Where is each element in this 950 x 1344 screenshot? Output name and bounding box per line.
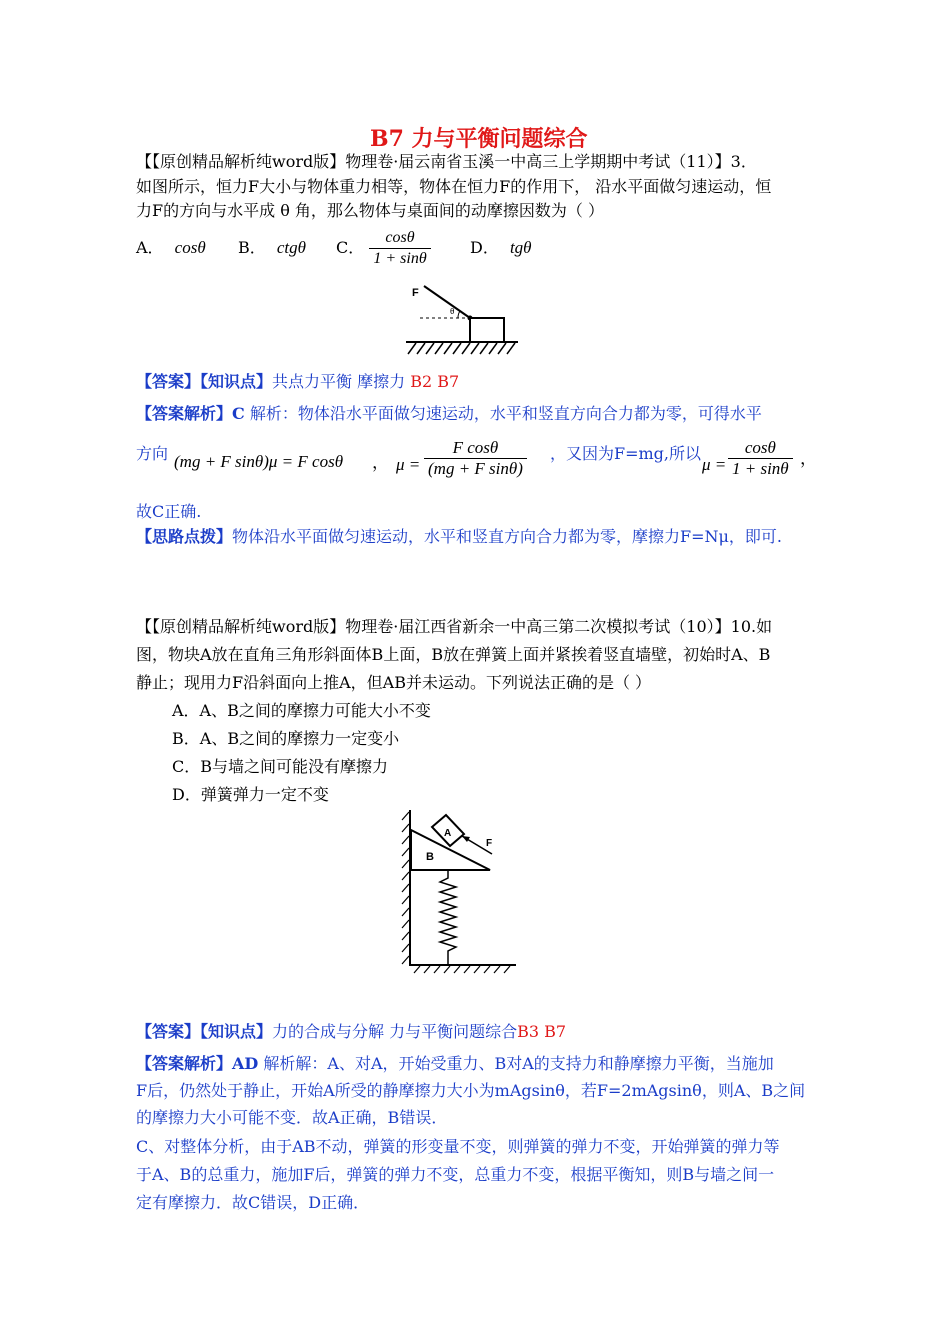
q2-analysis-line5: 于A、B的总重力，施加F后，弹簧的弹力不变，总重力不变，根据平衡知，则B与墙之间一 xyxy=(136,1165,775,1184)
q2-analysis-line6: 定有摩擦力．故C错误，D正确． xyxy=(136,1193,370,1212)
q2-analysis-text-1: 解析解：A、对A，开始受重力、B对A的支持力和静摩擦力平衡，当施加 xyxy=(258,1054,774,1073)
q1-label-f: F xyxy=(412,287,419,299)
q1-ground-hatch xyxy=(408,343,515,354)
q1-analysis-mid: ，又因为F=mg,所以 xyxy=(550,444,702,463)
q1-equation-3-end: ， xyxy=(800,449,817,468)
section-title: B7 力与平衡问题综合 xyxy=(370,126,588,152)
q1-force-arrow-line xyxy=(424,286,470,318)
q2-stem-line2: 图，物块A放在直角三角形斜面体B上面，B放在弹簧上面并紧挨着竖直墙壁，初始时A、B xyxy=(136,645,771,664)
q1-option-c-numerator: cosθ xyxy=(369,228,430,249)
q2-option-a: A．A、B之间的摩擦力可能大小不变 xyxy=(172,701,431,720)
q1-option-a-value: cosθ xyxy=(174,238,206,257)
q2-label-f: F xyxy=(486,838,493,849)
q1-equation-2-numerator: F cosθ xyxy=(424,438,527,459)
q1-equation-2-denominator: (mg + F sinθ) xyxy=(428,459,523,478)
q2-analysis-line3: 的摩擦力大小可能不变．故A正确，B错误． xyxy=(136,1108,448,1127)
q2-spring xyxy=(440,870,456,964)
q2-option-d: D．弹簧弹力一定不变 xyxy=(172,785,329,804)
q1-label-theta: θ xyxy=(450,307,455,316)
q2-analysis-line4: C、对整体分析，由于AB不动，弹簧的形变量不变，则弹簧的弹力不变，开始弹簧的弹力等 xyxy=(136,1137,780,1156)
q1-option-c-denominator: 1 + sinθ xyxy=(373,250,427,267)
q1-answer-line xyxy=(136,372,459,392)
q1-analysis-head: 【答案解析】C xyxy=(136,404,245,423)
q1-equation-separator: ， xyxy=(372,453,389,472)
q2-knowledge-point: 力的合成与分解 力与平衡问题综合 xyxy=(272,1022,518,1041)
q1-option-d-label: D． xyxy=(470,238,499,257)
q2-figure xyxy=(400,808,522,974)
q1-analysis-prefix: 方向 xyxy=(136,444,169,463)
q1-option-b-label: B． xyxy=(238,238,266,257)
q2-ground-hatch xyxy=(414,966,510,973)
q1-option-d-value: tgθ xyxy=(509,238,532,257)
q1-angle-arc xyxy=(458,311,460,318)
q2-answer-line xyxy=(136,1022,566,1042)
q1-option-a xyxy=(136,238,206,258)
q1-analysis-text: 解析：物体沿水平面做匀速运动，水平和竖直方向合力都为零，可得水平 xyxy=(244,404,762,423)
q1-knowledge-point: 共点力平衡 摩擦力 xyxy=(272,372,406,391)
q1-option-d xyxy=(470,238,532,258)
q2-answer-head: 【答案】【知识点】 xyxy=(136,1022,273,1041)
q1-hint-line xyxy=(136,527,782,547)
q1-equation-2-fraction xyxy=(424,438,527,479)
q2-analysis-line1 xyxy=(136,1054,774,1074)
q1-conclusion: 故C正确. xyxy=(136,502,202,521)
q1-equation-3-lhs: μ = xyxy=(702,455,727,474)
q1-option-b xyxy=(238,238,306,258)
q2-knowledge-codes: B3 B7 xyxy=(517,1022,567,1041)
q1-option-c xyxy=(336,228,431,269)
q1-knowledge-codes: B2 B7 xyxy=(405,372,460,391)
q1-equation-1: (mg + F sinθ)μ = F cosθ xyxy=(174,452,344,471)
q2-label-a: A xyxy=(444,828,452,839)
q2-option-c: C．B与墙之间可能没有摩擦力 xyxy=(172,757,389,776)
q1-answer-head: 【答案】【知识点】 xyxy=(136,372,273,391)
q1-equation-3-fraction xyxy=(728,438,793,479)
q1-option-a-label: A． xyxy=(136,238,164,257)
q1-equation-3-denominator: 1 + sinθ xyxy=(732,459,789,478)
q2-stem-line3: 静止；现用力F沿斜面向上推A，但AB并未运动。下列说法正确的是（ ） xyxy=(136,673,652,692)
q1-option-c-fraction xyxy=(369,228,430,269)
q1-stem-line1: 【【原创精品解析纯word版】物理卷·届云南省玉溪一中高三上学期期中考试（11）】3． xyxy=(136,152,757,171)
q1-figure xyxy=(398,280,522,358)
q1-equation-2-lhs: μ = xyxy=(396,455,421,474)
q1-block xyxy=(470,318,504,342)
q2-force-arrow-head xyxy=(462,836,470,842)
q1-stem-line3: 力F的方向与水平成 θ 角，那么物体与桌面间的动摩擦因数为（ ） xyxy=(136,201,604,220)
q2-analysis-head: 【答案解析】AD xyxy=(136,1054,259,1073)
q2-analysis-line2: F后，仍然处于静止，开始A所受的静摩擦力大小为mAgsinθ，若F=2mAgsinθ，则A、B之间 xyxy=(136,1081,806,1100)
q1-option-c-label: C． xyxy=(336,238,365,257)
q2-option-b: B．A、B之间的摩擦力一定变小 xyxy=(172,729,400,748)
q2-label-b: B xyxy=(426,851,434,863)
q1-hint-text: 物体沿水平面做匀速运动，水平和竖直方向合力都为零，摩擦力F=Nμ，即可. xyxy=(232,527,783,546)
q2-stem-line1: 【【原创精品解析纯word版】物理卷·届江西省新余一中高三第二次模拟考试（10）】10.如 xyxy=(136,617,773,636)
q1-equation-3-numerator: cosθ xyxy=(728,438,793,459)
q2-wall-hatch xyxy=(402,812,409,964)
q1-option-b-value: ctgθ xyxy=(276,238,306,257)
q1-analysis-line1 xyxy=(136,404,762,424)
q1-hint-head: 【思路点拨】 xyxy=(136,527,233,546)
q1-stem-line2: 如图所示，恒力F大小与物体重力相等，物体在恒力F的作用下， 沿水平面做匀速运动，恒 xyxy=(136,177,772,196)
